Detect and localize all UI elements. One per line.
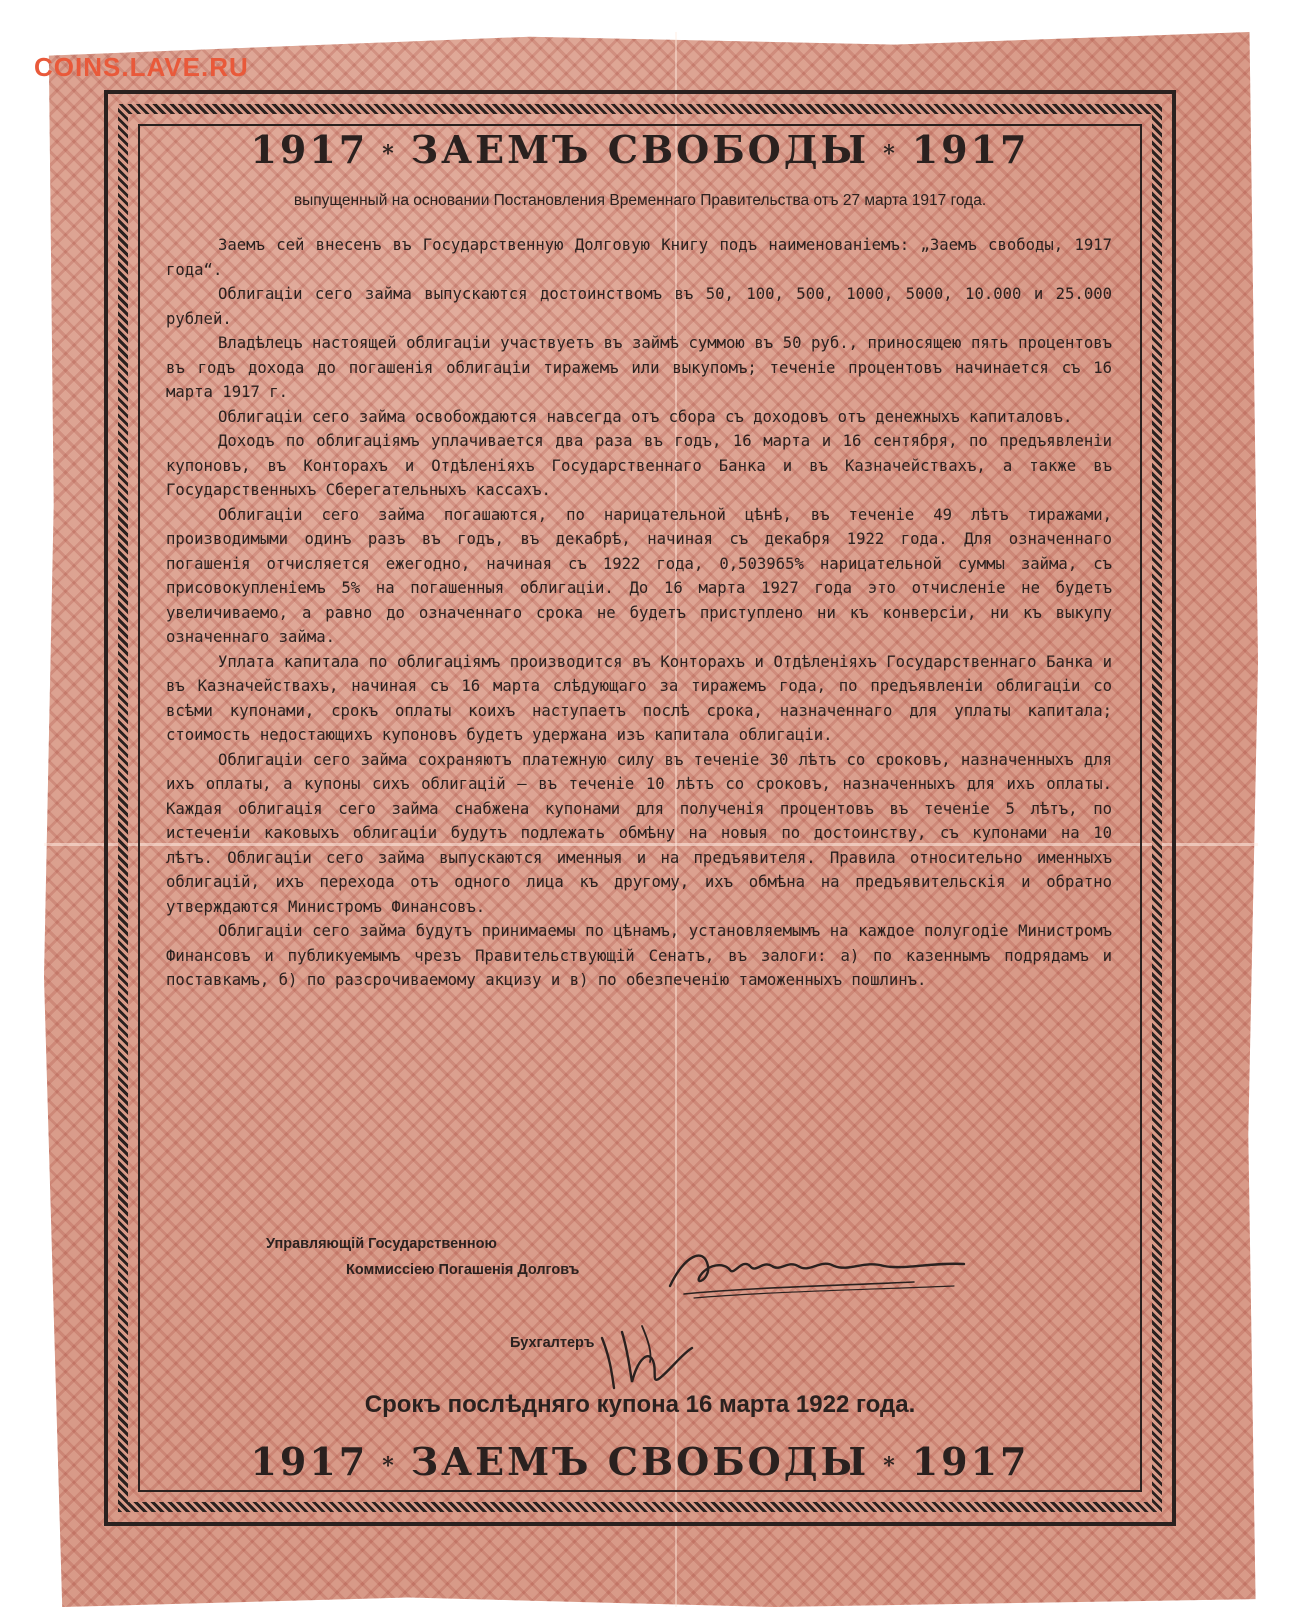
accountant-title: Бухгалтеръ [510,1335,595,1351]
title-year-right: 1917 [911,127,1030,172]
star-ornament: * [382,1452,397,1479]
paragraph: Облигаціи сего займа сохраняютъ платежную силу въ теченіе 30 лѣтъ со сроковъ, назначенныхъ для ихъ оплаты, а купоны сихъ облигацій — въ теченіе 10 лѣтъ со сроковъ, назначенныхъ для ихъ оплаты. Каждая облигація сего займа снабжена купонами для полученія процентовъ въ теченіе 5 лѣтъ, по истеченіи каковыхъ облигаціи будутъ подлежать обмѣну на новыя по достоинству, съ купонами на 10 лѣтъ. Облигаціи сего займа выпускаются именныя и на предъявителя. Правила относительно именныхъ облигацій, ихъ перехода отъ одного лица къ другому, ихъ обмѣна на предъявительскія и обратно утверждаются Министромъ Финансовъ. [166,750,1112,916]
paragraph: Облигаціи сего займа освобождаются навсегда отъ сбора съ доходовъ отъ денежныхъ капиталовъ. [218,407,1073,426]
bond-text-body [166,233,1112,993]
manager-title-line1: Управляющій Государственною [266,1236,497,1252]
star-ornament: * [883,1452,898,1479]
title-year-right: 1917 [911,1439,1030,1484]
manager-signature-icon [664,1236,984,1306]
manager-title-line2: Коммиссіею Погашенія Долговъ [346,1262,580,1278]
title-year-left: 1917 [250,127,369,172]
last-coupon-note: Срокъ послѣдняго купона 16 марта 1922 года. [364,1391,916,1418]
site-watermark: COINS.LAVE.RU [34,52,249,82]
paragraph: Облигаціи сего займа будутъ принимаемы по цѣнамъ, установляемымъ на каждое полугодіе Министромъ Финансовъ и публикуемымъ чрезъ Правительствующій Сенатъ, въ залоги: а) по казеннымъ подрядамъ и поставкамъ, б) по разсрочиваемому акцизу и в) по обезпеченію таможенныхъ пошлинъ. [166,922,1112,989]
paragraph: Уплата капитала по облигаціямъ производится въ Конторахъ и Отдѣленіяхъ Государственнаго Банка и въ Казначействахъ, начиная съ 16 марта слѣдующаго за тиражемъ года, по предъявленіи облигаціи со всѣми купонами, срокъ оплаты коихъ наступаетъ послѣ срока, назначеннаго для уплаты капитала; стоимость недостающихъ купоновъ будетъ удержана изъ капитала облигаціи. [166,652,1112,744]
bottom-title [140,1440,1140,1488]
paragraph: Заемъ сей внесенъ въ Государственную Долговую Книгу подъ наименованіемъ: „Заемъ свободы, 1917 года“. [166,236,1112,279]
paragraph: Облигаціи сего займа погашаются, по нарицательной цѣнѣ, въ теченіе 49 лѣтъ тиражами, производимыми одинъ разъ въ годъ, въ декабрѣ, начиная съ декабря 1922 года. Для означеннаго погашенія отчисляется ежегодно, начиная съ 1922 года, 0,503965% нарицательной суммы займа, съ присовокупленіемъ 5% на погашенныя облигаціи. До 16 марта 1927 года это отчисленіе не будетъ увеличиваемо, а равно до означеннаго срока не будетъ приступлено ни къ конверсіи, ни къ выкупу означеннаго займа. [166,505,1112,646]
paragraph: Доходъ по облигаціямъ уплачивается два раза въ годъ, 16 марта и 16 сентября, по предъявленіи купоновъ, въ Конторахъ и Отдѣленіяхъ Государственнаго Банка и въ Казначействахъ, а также въ Государственныхъ Сберегательныхъ кассахъ. [166,432,1112,499]
title-name: ЗАЕМЪ СВОБОДЫ [410,1439,870,1484]
star-ornament: * [382,140,397,167]
accountant-signature-icon [592,1318,702,1398]
title-name: ЗАЕМЪ СВОБОДЫ [410,127,870,172]
subtitle: выпущенный на основании Постановления Временнаго Правительства отъ 27 марта 1917 года. [293,192,987,209]
star-ornament: * [883,140,898,167]
top-title [140,128,1140,176]
paragraph: Владѣлецъ настоящей облигаціи участвуетъ въ займѣ суммою въ 50 руб., приносящею пять процентовъ въ годъ дохода до погашенія облигаціи тиражемъ или выкупомъ; теченіе процентовъ начинается съ 16 марта 1917 г. [166,334,1112,401]
title-year-left: 1917 [250,1439,369,1484]
paragraph: Облигаціи сего займа выпускаются достоинствомъ въ 50, 100, 500, 1000, 5000, 10.000 и 25.000 рублей. [166,285,1112,328]
